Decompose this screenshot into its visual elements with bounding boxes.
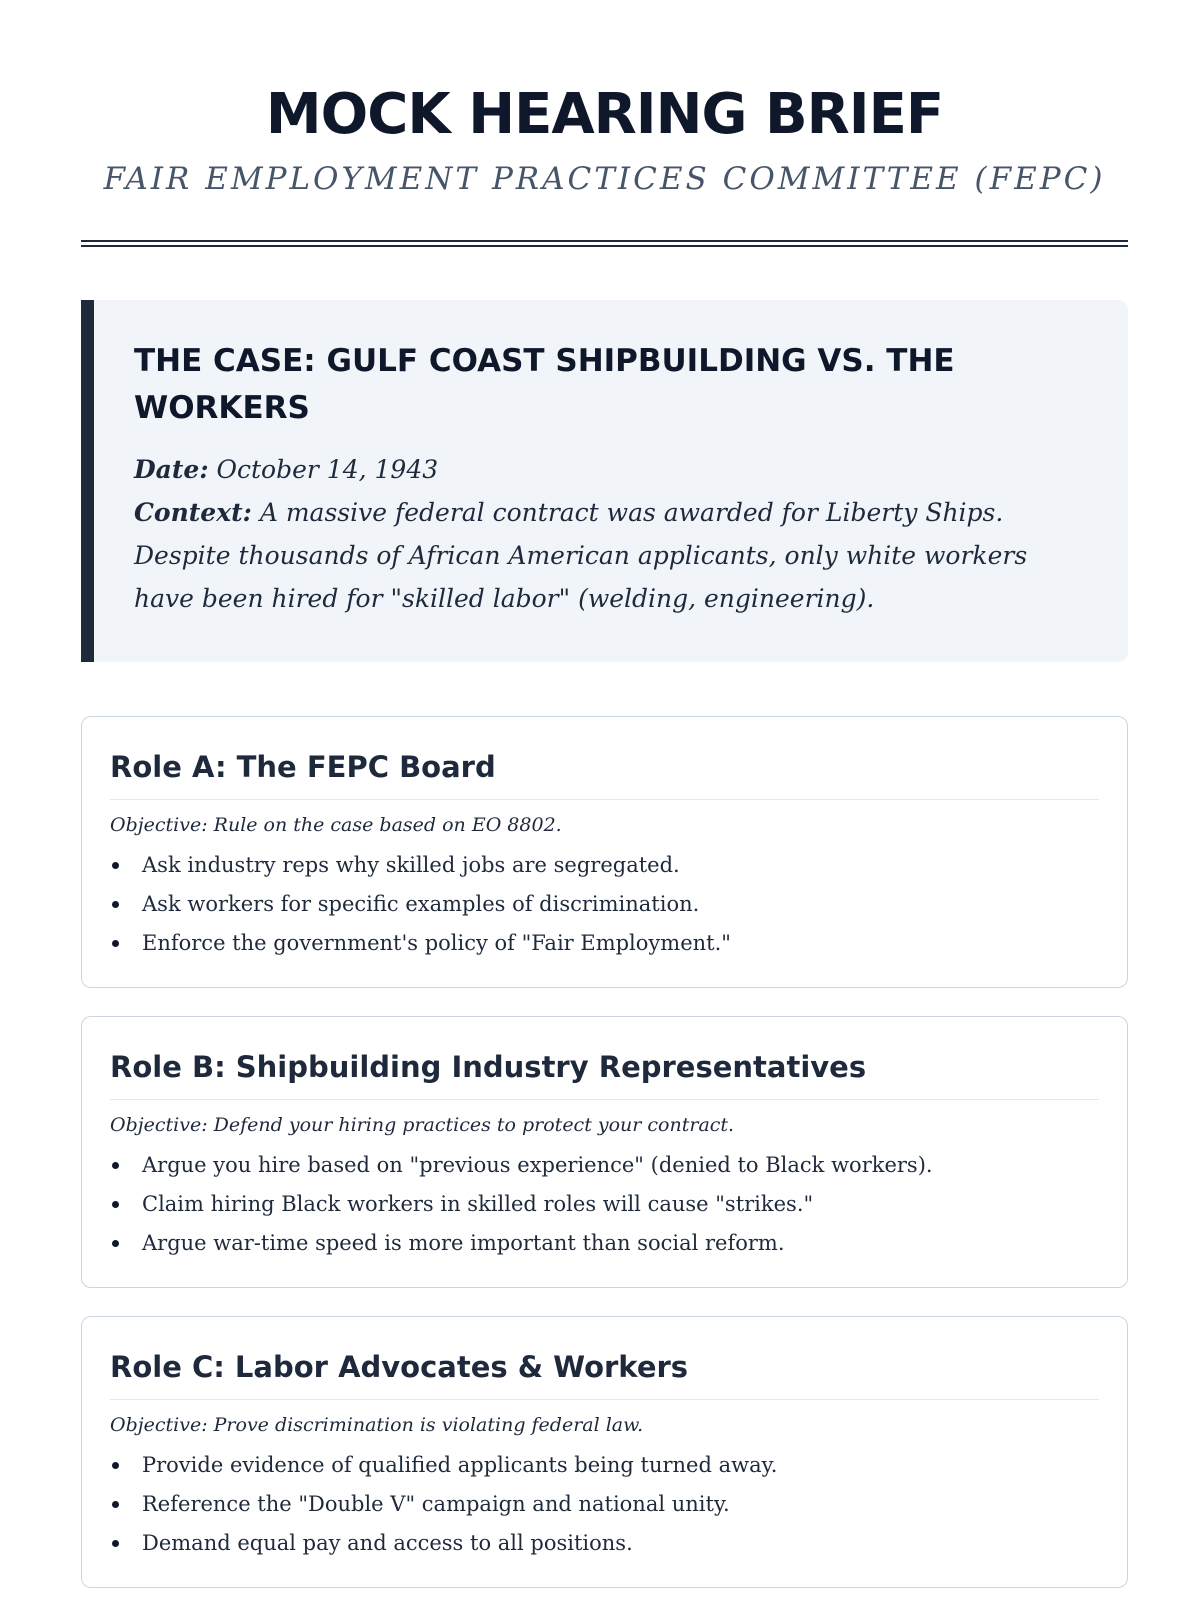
header-divider (81, 240, 1128, 247)
case-date-value: October 14, 1943 (216, 455, 439, 484)
role-objective: Objective: Defend your hiring practices to protect your contract. (110, 1114, 735, 1136)
role-card-a (81, 716, 1128, 988)
case-details (134, 448, 1088, 620)
roles-section (81, 716, 1128, 1588)
role-title: Role B: Shipbuilding Industry Representatives (110, 1045, 1099, 1100)
document-header (81, 0, 1128, 199)
list-item: Argue war-time speed is more important than social reform. (110, 1224, 1099, 1263)
role-task-list (110, 1446, 1099, 1563)
document-subtitle: FAIR EMPLOYMENT PRACTICES COMMITTEE (FEPC) (103, 161, 1106, 197)
case-context-line (134, 491, 1088, 620)
case-date-label: Date: (134, 455, 209, 484)
role-card-c (81, 1316, 1128, 1588)
role-task-list (110, 846, 1099, 963)
role-card-b (81, 1016, 1128, 1288)
role-title: Role C: Labor Advocates & Workers (110, 1345, 1099, 1400)
list-item: Reference the "Double V" campaign and national unity. (110, 1485, 1099, 1524)
role-task-list (110, 1146, 1099, 1263)
list-item: Claim hiring Black workers in skilled roles will cause "strikes." (110, 1185, 1099, 1224)
role-objective: Objective: Prove discrimination is violating federal law. (110, 1414, 644, 1436)
case-title: THE CASE: GULF COAST SHIPBUILDING VS. THE WORKERS (134, 343, 955, 426)
list-item: Ask industry reps why skilled jobs are segregated. (110, 846, 1099, 885)
case-context-value: A massive federal contract was awarded for Liberty Ships. Despite thousands of African American applicants, only white workers have been hired for "skilled labor" (welding, engineering). (134, 498, 1028, 613)
role-objective: Objective: Rule on the case based on EO 8802. (110, 814, 562, 836)
list-item: Demand equal pay and access to all positions. (110, 1524, 1099, 1563)
document-title: MOCK HEARING BRIEF (265, 82, 944, 147)
case-summary-box (81, 300, 1128, 662)
list-item: Provide evidence of qualified applicants being turned away. (110, 1446, 1099, 1485)
case-context-label: Context: (134, 498, 252, 527)
list-item: Argue you hire based on "previous experience" (denied to Black workers). (110, 1146, 1099, 1185)
brief-page (81, 0, 1128, 1588)
list-item: Enforce the government's policy of "Fair Employment." (110, 924, 1099, 963)
case-date-line (134, 448, 1088, 491)
role-title: Role A: The FEPC Board (110, 745, 1099, 800)
list-item: Ask workers for specific examples of discrimination. (110, 885, 1099, 924)
